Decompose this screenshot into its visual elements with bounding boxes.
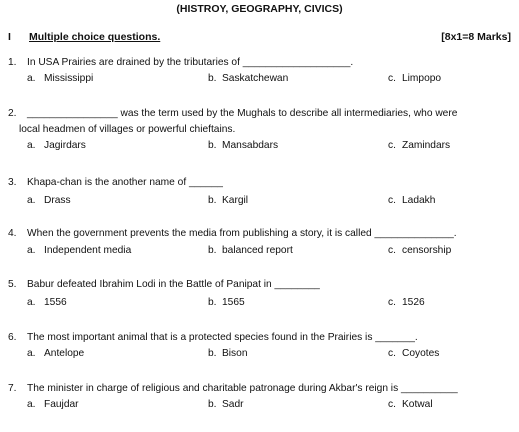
option-a: a. Faujdar — [27, 399, 79, 410]
question-number: 7. — [8, 383, 17, 394]
question-text-continued: local headmen of villages or powerful chieftains. — [19, 124, 236, 135]
option-b: b. Bison — [208, 348, 248, 359]
option-a: a. Drass — [27, 195, 71, 206]
option-a: a. Antelope — [27, 348, 85, 359]
question-7 — [8, 382, 515, 412]
option-c: c. Limpopo — [388, 73, 442, 84]
options-row — [8, 296, 515, 310]
options-row — [8, 347, 515, 361]
question-number: 4. — [8, 228, 17, 239]
option-b: b. balanced report — [208, 245, 293, 256]
option-c: c. censorship — [388, 245, 452, 256]
question-4 — [8, 227, 515, 258]
option-b: b. Kargil — [208, 195, 249, 206]
option-a: a. Mississippi — [27, 73, 94, 84]
question-number: 2. — [8, 108, 17, 119]
section-title: Multiple choice questions. — [29, 31, 161, 43]
question-2 — [8, 107, 515, 153]
question-5 — [8, 278, 515, 310]
question-text: When the government prevents the media from publishing a story, it is called ______________. — [27, 228, 457, 239]
option-a: a. Independent media — [27, 245, 132, 256]
options-row — [8, 398, 515, 412]
option-b: b. 1565 — [208, 297, 245, 308]
section-marks: [8x1=8 Marks] — [441, 31, 511, 43]
option-c: c. Coyotes — [388, 348, 440, 359]
question-number: 6. — [8, 332, 17, 343]
question-text: Babur defeated Ibrahim Lodi in the Battle of Panipat in ________ — [27, 279, 320, 290]
option-c: c. Ladakh — [388, 195, 436, 206]
options-row — [8, 139, 515, 153]
question-number: 1. — [8, 57, 17, 68]
options-row — [8, 72, 515, 86]
section-number: I — [8, 31, 11, 43]
question-text: The minister in charge of religious and charitable patronage during Akbar's reign is __________ — [27, 383, 458, 394]
options-row — [8, 194, 515, 208]
question-text: ________________ was the term used by the Mughals to describe all intermediaries, who were — [27, 108, 458, 119]
question-number: 5. — [8, 279, 17, 290]
option-b: b. Sadr — [208, 399, 244, 410]
question-3 — [8, 176, 515, 208]
question-1 — [8, 56, 515, 86]
question-6 — [8, 331, 515, 361]
subject-header: (HISTROY, GEOGRAPHY, CIVICS) — [176, 3, 343, 15]
option-c: c. 1526 — [388, 297, 425, 308]
option-c: c. Kotwal — [388, 399, 433, 410]
option-a: a. 1556 — [27, 297, 67, 308]
option-a: a. Jagirdars — [27, 140, 86, 151]
option-c: c. Zamindars — [388, 140, 451, 151]
question-text: In USA Prairies are drained by the tributaries of ___________________. — [27, 57, 354, 68]
option-b: b. Saskatchewan — [208, 73, 289, 84]
options-row — [8, 244, 515, 258]
question-text: Khapa-chan is the another name of ______ — [27, 177, 223, 188]
question-number: 3. — [8, 177, 17, 188]
question-text: The most important animal that is a protected species found in the Prairies is _______. — [27, 332, 418, 343]
option-b: b. Mansabdars — [208, 140, 279, 151]
